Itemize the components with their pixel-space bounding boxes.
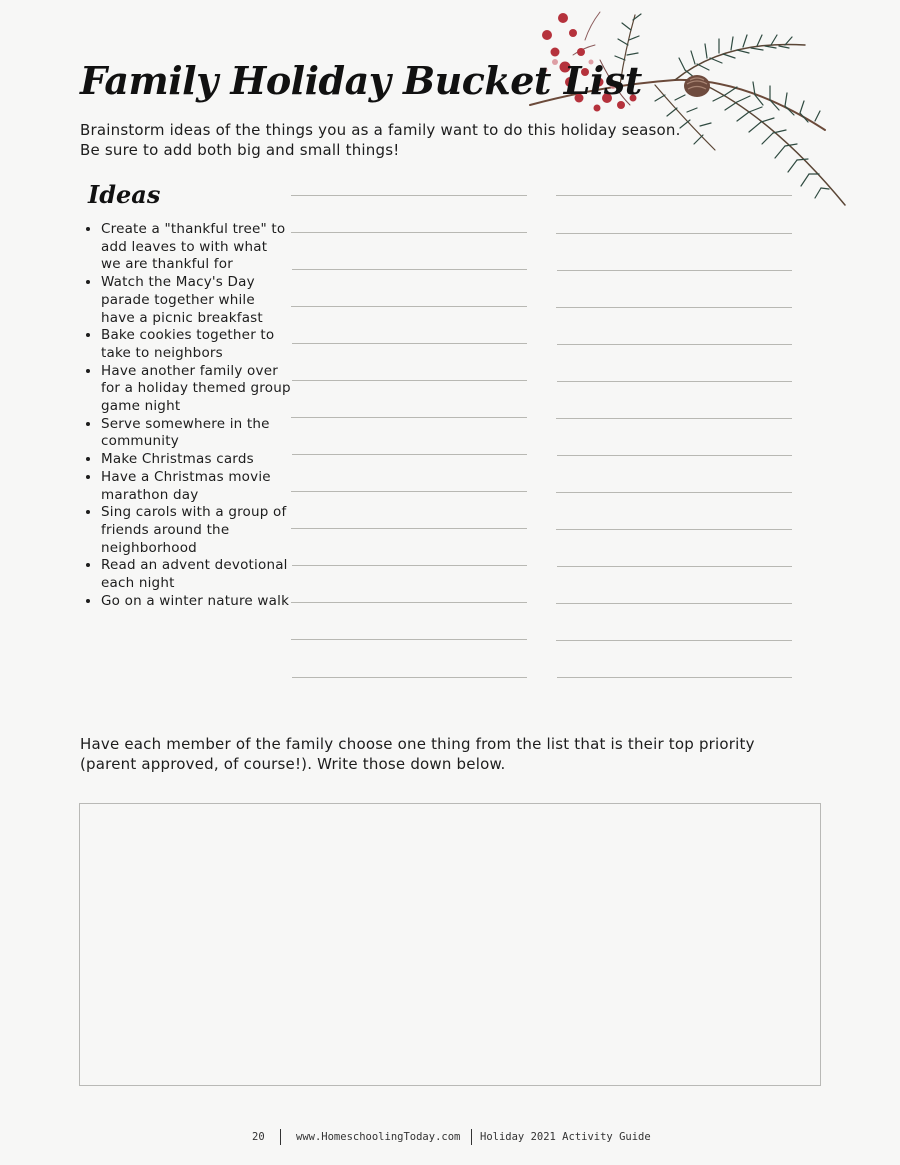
intro-line-1: Brainstorm ideas of the things you as a family want to do this holiday season.: [80, 121, 681, 139]
write-line-right[interactable]: [557, 677, 792, 678]
write-line-right[interactable]: [557, 455, 792, 456]
footer-guide-title: Holiday 2021 Activity Guide: [480, 1131, 651, 1143]
write-line-left[interactable]: [292, 380, 527, 381]
priority-instructions: [80, 734, 820, 774]
write-line-right[interactable]: [556, 233, 792, 234]
write-line-right[interactable]: [556, 529, 792, 530]
priority-line-1: Have each member of the family choose one thing from the list that is their top priority: [80, 735, 755, 753]
write-line-left[interactable]: [291, 528, 527, 529]
write-line-left[interactable]: [291, 195, 527, 196]
write-line-left[interactable]: [291, 232, 527, 233]
idea-item: • Go on a winter nature walk: [101, 593, 291, 611]
idea-item: • Have a Christmas movie marathon day: [101, 469, 291, 504]
write-line-left[interactable]: [291, 602, 527, 603]
write-line-right[interactable]: [557, 566, 792, 567]
write-line-right[interactable]: [556, 492, 792, 493]
write-line-right[interactable]: [556, 640, 792, 641]
priority-write-box[interactable]: [79, 803, 821, 1086]
idea-item: • Bake cookies together to take to neighbors: [101, 327, 291, 362]
page-title: Family Holiday Bucket List: [80, 58, 642, 103]
write-line-left[interactable]: [291, 306, 527, 307]
footer-website: www.HomeschoolingToday.com: [296, 1131, 461, 1143]
footer-divider: [280, 1129, 281, 1145]
idea-item: • Watch the Macy's Day parade together while have a picnic breakfast: [101, 274, 291, 327]
ideas-heading: Ideas: [88, 180, 161, 209]
idea-item: • Read an advent devotional each night: [101, 557, 291, 592]
write-line-right[interactable]: [556, 307, 792, 308]
idea-item: • Sing carols with a group of friends around the neighborhood: [101, 504, 291, 557]
write-line-left[interactable]: [291, 639, 527, 640]
idea-item: • Serve somewhere in the community: [101, 416, 291, 451]
write-line-left[interactable]: [291, 491, 527, 492]
idea-item: • Have another family over for a holiday themed group game night: [101, 363, 291, 416]
write-line-left[interactable]: [292, 343, 527, 344]
page-number: 20: [252, 1131, 265, 1143]
write-line-right[interactable]: [557, 381, 792, 382]
write-line-right[interactable]: [556, 603, 792, 604]
write-line-left[interactable]: [292, 677, 527, 678]
write-line-left[interactable]: [292, 269, 527, 270]
priority-line-2: (parent approved, of course!). Write those down below.: [80, 755, 506, 773]
intro-line-2: Be sure to add both big and small things!: [80, 141, 400, 159]
footer-divider: [471, 1129, 472, 1145]
write-line-right[interactable]: [556, 195, 792, 196]
write-line-right[interactable]: [556, 418, 792, 419]
write-line-right[interactable]: [557, 344, 792, 345]
ideas-list: [80, 221, 291, 610]
pine-berry-branch-icon: [525, 0, 855, 220]
write-line-left[interactable]: [292, 454, 527, 455]
idea-item: • Make Christmas cards: [101, 451, 291, 469]
write-line-left[interactable]: [291, 417, 527, 418]
page-footer: [0, 1128, 900, 1148]
intro-text: [80, 120, 700, 160]
write-line-left[interactable]: [292, 565, 527, 566]
write-line-right[interactable]: [557, 270, 792, 271]
idea-item: • Create a "thankful tree" to add leaves to with what we are thankful for: [101, 221, 291, 274]
